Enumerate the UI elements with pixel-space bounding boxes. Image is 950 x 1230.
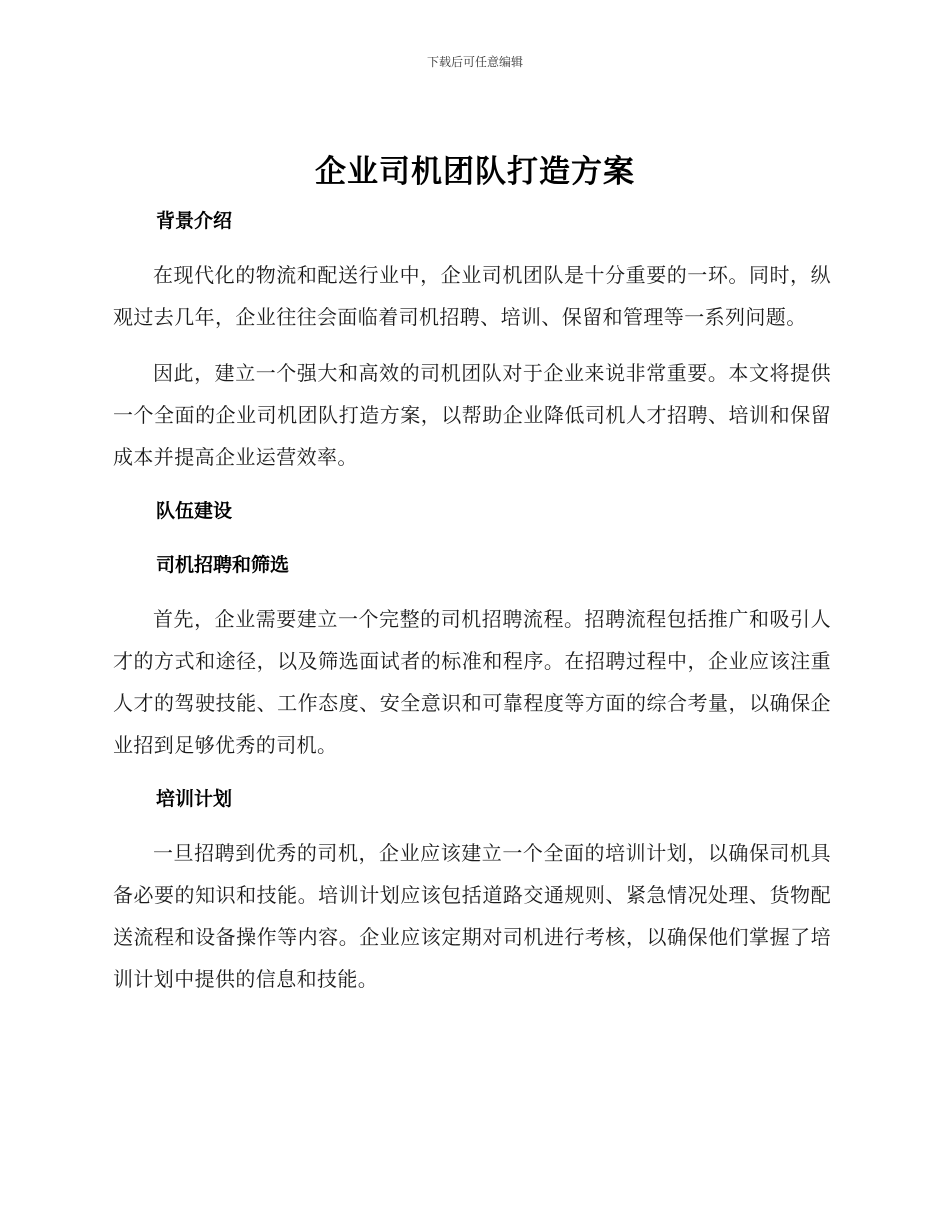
subsection-heading-training: 培训计划 (156, 788, 233, 810)
paragraph-training: 一旦招聘到优秀的司机，企业应该建立一个全面的培训计划，以确保司机具备必要的知识和技能。培训计划应该包括道路交通规则、紧急情况处理、货物配送流程和设备操作等内容。企业应该定期对司机进行考核，以确保他们掌握了培训计划中提供的信息和技能。 (113, 841, 831, 991)
paragraph-recruit: 首先，企业需要建立一个完整的司机招聘流程。招聘流程包括推广和吸引人才的方式和途径，以及筛选面试者的标准和程序。在招聘过程中，企业应该注重人才的驾驶技能、工作态度、安全意识和可靠程度等方面的综合考量，以确保企业招到足够优秀的司机。 (113, 607, 831, 757)
page-header-note: 下载后可任意编辑 (426, 55, 523, 69)
paragraph-background-1: 在现代化的物流和配送行业中，企业司机团队是十分重要的一环。同时，纵观过去几年，企业往往会面临着司机招聘、培训、保留和管理等一系列问题。 (113, 263, 831, 329)
section-heading-background: 背景介绍 (156, 210, 233, 232)
paragraph-background-2: 因此，建立一个强大和高效的司机团队对于企业来说非常重要。本文将提供一个全面的企业司机团队打造方案，以帮助企业降低司机人才招聘、培训和保留成本并提高企业运营效率。 (113, 361, 831, 469)
document-body (113, 200, 831, 1000)
document-title: 企业司机团队打造方案 (315, 154, 635, 190)
subsection-heading-recruit: 司机招聘和筛选 (156, 554, 290, 576)
section-heading-team: 队伍建设 (156, 500, 233, 522)
